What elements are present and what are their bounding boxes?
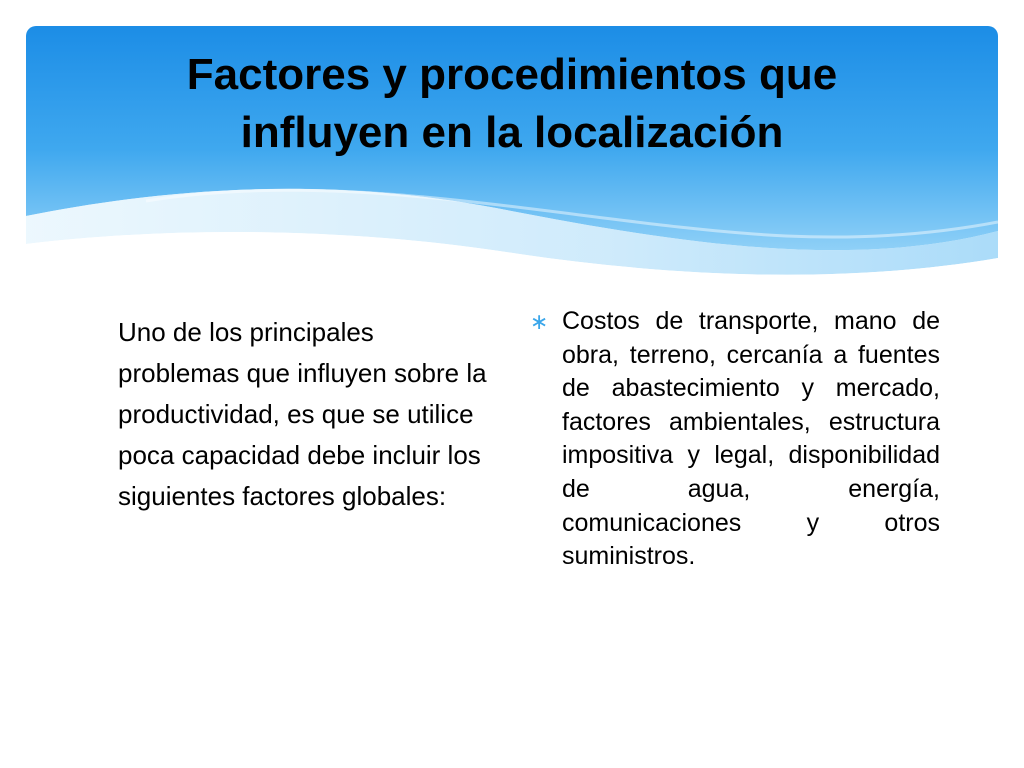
bullet-text: Costos de transporte, mano de obra, terreno, cercanía a fuentes de abastecimiento y mercado, factores ambientales, estructura impositiva y legal, disponibilidad de agua, energía, comunicaciones y otros suministros. [562,307,940,571]
asterisk-bullet-icon: ∗ [530,309,549,334]
left-text-block [118,312,488,517]
bullet-item [530,305,940,574]
left-paragraph: Uno de los principales problemas que influyen sobre la productividad, es que se utilice poca capacidad debe incluir los siguientes factores globales: [118,317,487,511]
right-bullet-list [530,305,940,574]
slide-title-line-1: Factores y procedimientos que [186,50,838,99]
slide-title-line-2: influyen en la localización [240,108,784,157]
slide-title [26,46,998,162]
